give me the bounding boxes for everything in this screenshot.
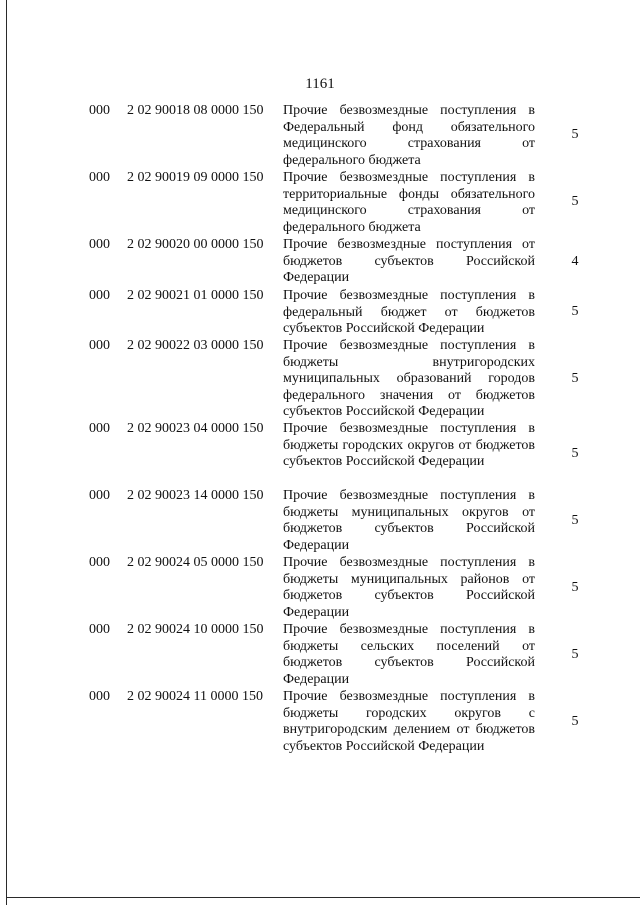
budget-classification-code: 2 02 90023 04 0000 150: [127, 421, 264, 436]
revenue-name: Прочие безвозмездные поступления в бюджеты сельских поселений от бюджетов субъектов Российской Федерации: [283, 622, 535, 687]
admin-code: 000: [89, 689, 110, 704]
admin-code: 000: [89, 622, 110, 637]
admin-code: 000: [89, 103, 110, 118]
standard-value: 5: [571, 647, 579, 662]
page-bottom-edge: [6, 897, 640, 898]
standard-value: 5: [571, 513, 579, 528]
budget-classification-code: 2 02 90020 00 0000 150: [127, 237, 264, 252]
standard-value: 5: [571, 714, 579, 729]
budget-classification-code: 2 02 90024 05 0000 150: [127, 555, 264, 570]
standard-value: 5: [571, 580, 579, 595]
standard-value: 5: [571, 127, 579, 142]
revenue-name: Прочие безвозмездные поступления в бюджеты городских округов с внутригородским делением от бюджетов субъектов Российской Федерации: [283, 689, 535, 754]
revenue-name: Прочие безвозмездные поступления в бюджеты муниципальных районов от бюджетов субъектов Российской Федерации: [283, 555, 535, 620]
budget-classification-code: 2 02 90018 08 0000 150: [127, 103, 264, 118]
admin-code: 000: [89, 288, 110, 303]
revenue-name: Прочие безвозмездные поступления в бюджеты внутригородских муниципальных образований городов федерального значения от бюджетов субъектов Российской Федерации: [283, 338, 535, 420]
budget-classification-code: 2 02 90023 14 0000 150: [127, 488, 264, 503]
admin-code: 000: [89, 488, 110, 503]
revenue-name: Прочие безвозмездные поступления в бюджеты городских округов от бюджетов субъектов Российской Федерации: [283, 421, 535, 470]
standard-value: 5: [571, 446, 579, 461]
revenue-name: Прочие безвозмездные поступления в территориальные фонды обязательного медицинского страхования от федерального бюджета: [283, 170, 535, 235]
admin-code: 000: [89, 170, 110, 185]
admin-code: 000: [89, 338, 110, 353]
revenue-name: Прочие безвозмездные поступления в федеральный бюджет от бюджетов субъектов Российской Федерации: [283, 288, 535, 337]
budget-classification-code: 2 02 90022 03 0000 150: [127, 338, 264, 353]
budget-classification-code: 2 02 90021 01 0000 150: [127, 288, 264, 303]
page-number: 1161: [305, 76, 335, 92]
budget-classification-code: 2 02 90019 09 0000 150: [127, 170, 264, 185]
standard-value: 5: [571, 304, 579, 319]
standard-value: 5: [571, 371, 579, 386]
standard-value: 5: [571, 194, 579, 209]
revenue-name: Прочие безвозмездные поступления от бюджетов субъектов Российской Федерации: [283, 237, 535, 286]
admin-code: 000: [89, 237, 110, 252]
admin-code: 000: [89, 421, 110, 436]
page-left-edge: [6, 0, 7, 905]
standard-value: 4: [571, 254, 579, 269]
revenue-name: Прочие безвозмездные поступления в Федеральный фонд обязательного медицинского страхования от федерального бюджета: [283, 103, 535, 168]
budget-classification-code: 2 02 90024 11 0000 150: [127, 689, 263, 704]
budget-classification-code: 2 02 90024 10 0000 150: [127, 622, 264, 637]
revenue-name: Прочие безвозмездные поступления в бюджеты муниципальных округов от бюджетов субъектов Российской Федерации: [283, 488, 535, 553]
admin-code: 000: [89, 555, 110, 570]
